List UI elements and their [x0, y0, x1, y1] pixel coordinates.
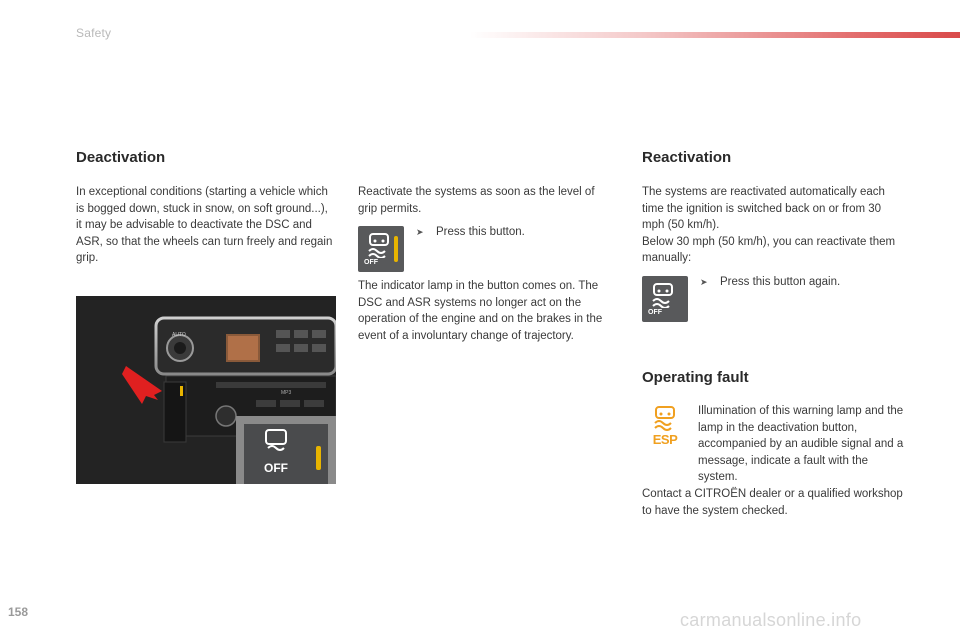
skid-car-icon — [365, 232, 395, 258]
press-button-instruction — [416, 226, 525, 238]
reactivation-text: The systems are reactivated automatically each time the ignition is switched back on or from 30 mph (50 km/h). Below 30 mph (50 km/h), you can reactivate them manually: — [642, 186, 896, 264]
skid-car-icon-reactivate — [649, 282, 679, 308]
esp-skid-car-icon — [648, 406, 682, 432]
indicator-lamp — [394, 236, 398, 262]
header-accent-bar — [470, 32, 960, 38]
reactivation-off-button-icon — [642, 276, 688, 322]
esp-label: ESP — [652, 432, 678, 447]
dsc-off-button-icon — [358, 226, 404, 272]
bullet-arrow-icon-2: ➤ — [700, 277, 708, 287]
press-again-text: Press this button again. — [720, 276, 841, 288]
press-again-instruction — [700, 276, 840, 288]
reactivation-title: Reactivation — [642, 149, 732, 166]
reactivate-advice: Reactivate the systems as soon as the level of grip permits. — [358, 186, 595, 215]
dashboard-illustration — [76, 296, 336, 484]
deactivation-result: The indicator lamp in the button comes on. The DSC and ASR systems no longer act on the operation of the engine and on the brakes in the event of a involuntary change of trajectory. — [358, 280, 603, 342]
operating-fault-title: Operating fault — [642, 369, 749, 386]
section-header: Safety — [76, 26, 112, 40]
watermark[interactable]: carmanualsonline.info — [680, 610, 862, 630]
fault-description: Illumination of this warning lamp and the lamp in the deactivation button, accompanied by an audible signal and a message, indicate a fault with the system. — [698, 405, 904, 483]
inset-off-label: OFF — [264, 461, 288, 475]
reactivation-off-label: OFF — [648, 309, 662, 316]
fault-contact: Contact a CITROËN dealer or a qualified workshop to have the system checked. — [642, 488, 903, 517]
dashboard-photo — [76, 296, 336, 484]
auto-label: AUTO — [172, 332, 186, 338]
off-label: OFF — [364, 259, 378, 266]
esp-warning-icon — [648, 406, 682, 450]
bullet-arrow-icon: ➤ — [416, 227, 424, 237]
press-button-text: Press this button. — [436, 226, 525, 238]
page-number: 158 — [8, 605, 29, 619]
deactivation-title: Deactivation — [76, 149, 166, 166]
deactivation-intro: In exceptional conditions (starting a vehicle which is bogged down, stuck in snow, on soft ground...), it may be advisable to deactivate the DSC and ASR, so that the wheels can turn freely and regain grip. — [76, 186, 333, 264]
mp3-label: MP3 — [281, 390, 292, 396]
